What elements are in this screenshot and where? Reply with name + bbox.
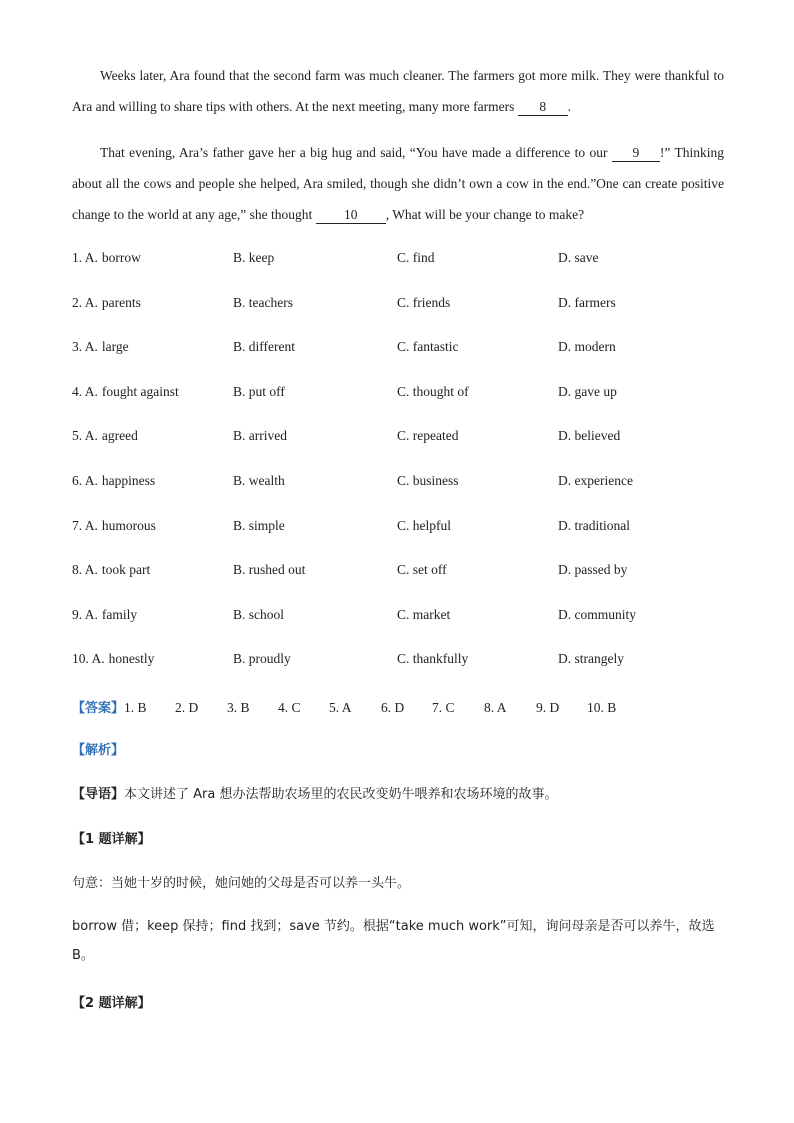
option-b: B. simple [233,517,285,533]
option-b: B. different [233,339,295,355]
answer-item: 6. D [381,700,405,715]
q2-heading [72,987,722,1019]
question-number: 3. A. [72,339,98,355]
option-a [72,607,137,623]
option-d: D. modern [558,339,616,355]
option-d: D. traditional [558,517,630,533]
blank-9: 9 [612,145,660,162]
answer-item: 8. A [484,700,507,715]
option-c: C. helpful [397,517,451,533]
analysis-heading [72,734,722,766]
option-b: B. arrived [233,428,287,444]
question-number: 8. A. [72,562,98,578]
option-d: D. farmers [558,294,616,310]
option-a [72,339,129,355]
intro-text: 本文讲述了 Ara 想办法帮助农场里的农民改变奶牛喂养和农场环境的故事。 [124,787,558,802]
option-c: C. repeated [397,428,459,444]
option-a [72,562,150,578]
question-number: 9. A. [72,606,98,622]
option-a-text: took part [101,562,151,578]
question-row [72,607,722,627]
question-row [72,473,722,493]
question-number: 10. A. [72,651,105,667]
option-c: C. thankfully [397,651,469,667]
option-d: D. passed by [558,562,628,578]
q2-head: 【2 题详解】 [72,996,151,1011]
answer-row [72,697,637,716]
blank-8: 8 [518,99,568,116]
option-c: C. find [397,250,435,265]
question-row [72,250,722,270]
option-c: C. fantastic [397,339,459,355]
option-b: B. rushed out [233,562,306,578]
option-a [72,384,179,400]
option-b: B. school [233,606,285,622]
passage-text: !” Thinking about all the cows and people she helped, Ara smiled, though she didn’t own a cow in the end.”One can create positive change to the world at any age,” she thought [72,145,724,222]
answer-item: 3. B [227,700,250,715]
intro-line [72,779,722,810]
passage-text: Weeks later, Ara found that the second farm was much cleaner. The farmers got more milk. They were thankful to Ara and willing to share tips with others. At the next meeting, many more farmers [72,68,724,114]
answer-label: 【答案】 [72,701,125,716]
option-c: C. business [397,473,459,488]
question-number: 6. A. [72,473,98,488]
q1-sentence-text: 句意：当她十岁的时候，她问她的父母是否可以养一头牛。 [72,876,411,891]
option-c: C. market [397,606,451,622]
answer-items [124,700,637,715]
option-d: D. strangely [558,651,624,667]
option-a-text: agreed [101,428,138,444]
option-a-text: happiness [101,473,156,488]
q1-heading [72,823,722,855]
blank-10: 10 [316,207,386,224]
question-row [72,384,722,404]
option-a [72,428,138,444]
question-row [72,651,722,671]
answer-item: 7. C [432,700,455,715]
question-number: 7. A. [72,517,98,533]
option-b: B. wealth [233,473,285,488]
q1-head: 【1 题详解】 [72,832,151,847]
option-a [72,651,154,667]
passage-paragraph-2 [72,137,724,230]
option-d: D. save [558,250,599,265]
q1-explain-text: borrow 借；keep 保持；find 找到；save 节约。根据“take much work”可知，询问母亲是否可以养牛，故选 B。 [72,919,715,963]
option-a [72,473,155,489]
option-b: B. keep [233,250,275,265]
passage-paragraph-1 [72,60,724,122]
option-a-text: fought against [101,383,179,399]
option-a [72,518,156,534]
option-c: C. friends [397,294,451,310]
question-row [72,562,722,582]
question-row [72,339,722,359]
answer-item: 2. D [175,700,199,715]
option-a-text: large [101,339,129,355]
answer-item: 1. B [124,700,147,715]
passage-text: . [567,99,572,114]
q1-sentence [72,868,722,899]
question-number: 5. A. [72,428,98,444]
option-a-text: family [101,606,138,622]
analysis-label: 【解析】 [72,743,125,758]
option-d: D. believed [558,428,621,444]
option-a-text: parents [101,294,141,310]
answer-item: 5. A [329,700,352,715]
option-a-text: honestly [108,651,155,667]
intro-label: 【导语】 [72,787,125,802]
question-row [72,518,722,538]
option-a-text: humorous [101,517,156,533]
option-b: B. proudly [233,651,291,667]
question-row [72,295,722,315]
question-number: 2. A. [72,294,98,310]
option-d: D. experience [558,473,633,488]
option-d: D. community [558,606,636,622]
question-row [72,428,722,448]
passage-text: , What will be your change to make? [385,207,585,222]
option-b: B. teachers [233,294,293,310]
option-b: B. put off [233,383,285,399]
answer-item: 10. B [587,700,617,715]
passage-text: That evening, Ara’s father gave her a big hug and said, “You have made a difference to our [100,145,612,160]
option-a [72,250,141,266]
question-number: 1. A. [72,250,98,265]
q1-explanation [72,912,722,970]
question-number: 4. A. [72,383,98,399]
option-d: D. gave up [558,383,617,399]
option-a-text: borrow [101,250,141,265]
answer-item: 9. D [536,700,560,715]
option-c: C. set off [397,562,447,578]
option-c: C. thought of [397,383,469,399]
answer-item: 4. C [278,700,301,715]
option-a [72,295,141,311]
